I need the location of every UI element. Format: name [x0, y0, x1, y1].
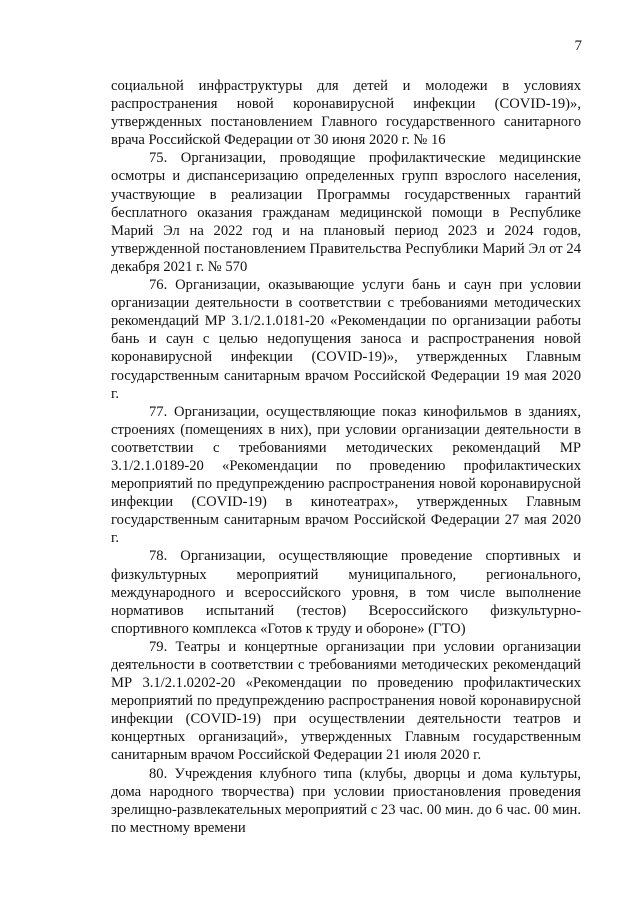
paragraph-item-80: 80. Учреждения клубного типа (клубы, дворцы и дома культуры, дома народного творчества) при условии приостановления проведения зрелищно-развлекательных мероприятий с 23 час. 00 мин. до 6 час. 00 мин. по местному времени — [111, 765, 581, 836]
document-body — [111, 77, 581, 837]
paragraph-item-77: 77. Организации, осуществляющие показ кинофильмов в зданиях, строениях (помещениях в них), при условии организации деятельности в соответствии с требованиями методических рекомендаций МР 3.1/2.1.0189-20 «Рекомендации по проведению профилактических мероприятий по предупреждению распространения новой коронавирусной инфекции (COVID-19) в кинотеатрах», утвержденных Главным государственным санитарным врачом Российской Федерации 27 мая 2020 г. — [111, 403, 581, 547]
paragraph-item-78: 78. Организации, осуществляющие проведение спортивных и физкультурных мероприятий муниципального, регионального, международного и всероссийского уровня, в том числе выполнение нормативов испытаний (тестов) Всероссийского физкультурно-спортивного комплекса «Готов к труду и обороне» (ГТО) — [111, 548, 581, 637]
paragraph-continuation: социальной инфраструктуры для детей и молодежи в условиях распространения новой коронавирусной инфекции (COVID-19)», утвержденных постановлением Главного государственного санитарного врача Российской Федерации от 30 июня 2020 г. № 16 — [111, 78, 581, 149]
paragraph-item-79: 79. Театры и концертные организации при условии организации деятельности в соответствии с требованиями методических рекомендаций МР 3.1/2.1.0202-20 «Рекомендации по проведению профилактических мероприятий по предупреждению распространения новой коронавирусной инфекции (COVID-19) при осуществлении деятельности театров и концертных организаций», утвержденных Главным государственным санитарным врачом Российской Федерации 21 июля 2020 г. — [111, 638, 581, 764]
paragraph-item-75: 75. Организации, проводящие профилактические медицинские осмотры и диспансеризацию определенных групп взрослого населения, участвующие в реализации Программы государственных гарантий бесплатного оказания гражданам медицинской помощи в Республике Марий Эл на 2022 год и на плановый период 2023 и 2024 годов, утвержденной постановлением Правительства Республики Марий Эл от 24 декабря 2021 г. № 570 — [111, 150, 581, 275]
paragraph-item-76: 76. Организации, оказывающие услуги бань и саун при условии организации деятельности в соответствии с требованиями методических рекомендаций МР 3.1/2.1.0181-20 «Рекомендации по организации работы бань и саун с целью недопущения заноса и распространения новой коронавирусной инфекции (COVID-19)», утвержденных Главным государственным санитарным врачом Российской Федерации 19 мая 2020 г. — [111, 277, 581, 402]
page-number: 7 — [574, 38, 582, 54]
